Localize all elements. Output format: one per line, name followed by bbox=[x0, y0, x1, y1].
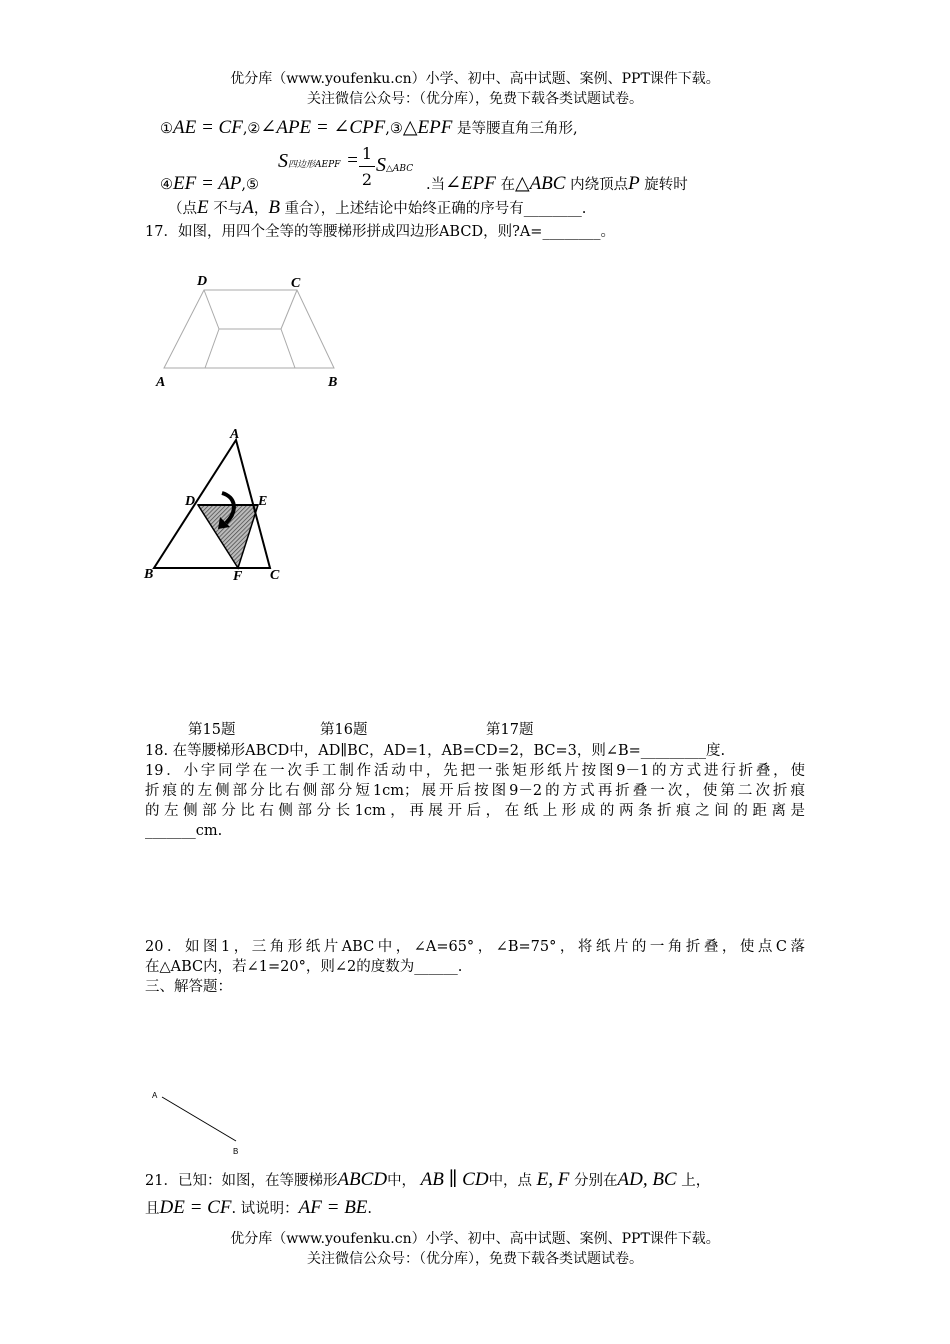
segment-label-a: A bbox=[152, 1091, 158, 1100]
q16-tail-3: 内绕顶点 bbox=[570, 177, 629, 193]
question-20-line-2: 在△ABC内，若∠1=20°，则∠2的度数为______. bbox=[145, 959, 463, 975]
question-17: 17．如图，用四个全等的等腰梯形拼成四边形ABCD，则?A=________。 bbox=[145, 224, 615, 240]
circled-2: ,② bbox=[242, 121, 261, 137]
fraction-numerator: 1 bbox=[361, 144, 373, 163]
caption-16: 第16题 bbox=[320, 722, 368, 738]
s2-formula bbox=[376, 154, 413, 177]
segment-ab bbox=[162, 1097, 236, 1141]
math-ad-bc: AD, BC bbox=[617, 1169, 677, 1190]
q21-h: . bbox=[367, 1201, 373, 1217]
q21-a: 21．已知：如图，在等腰梯形 bbox=[145, 1173, 338, 1189]
fraction-bar bbox=[359, 166, 375, 167]
figure-15 bbox=[140, 425, 290, 590]
question-19-line-1: 19．小宇同学在一次手工制作活动中，先把一张矩形纸片按图9－1的方式进行折叠，使 bbox=[145, 763, 805, 779]
math-abcd: ABCD bbox=[337, 1169, 388, 1190]
fig15-label-a: A bbox=[230, 427, 240, 442]
q16-tail-2: 在 bbox=[500, 177, 515, 193]
math-a: A bbox=[242, 197, 254, 218]
segment-label-b: B bbox=[233, 1147, 239, 1156]
circled-3: ,③ bbox=[385, 121, 403, 137]
question-20-line-1: 20．如图1，三角形纸片ABC中，∠A=65°，∠B=75°，将纸片的一角折叠，使点C落 bbox=[145, 939, 805, 955]
circled-4: ④ bbox=[160, 177, 173, 193]
q16-l3-d: 重合），上述结论中始终正确的序号有________. bbox=[284, 201, 587, 217]
q21-b: 中， bbox=[387, 1173, 417, 1189]
math-e-f: E, F bbox=[536, 1169, 570, 1190]
q21-g: . 试说明： bbox=[231, 1201, 299, 1217]
fig15-label-b: B bbox=[144, 567, 154, 582]
fig15-label-f: F bbox=[233, 569, 243, 584]
q16-line-1 bbox=[160, 118, 578, 139]
q16-l3-a: （点 bbox=[168, 201, 197, 217]
question-19-line-4: _______cm. bbox=[145, 823, 223, 839]
fig17-label-b: B bbox=[328, 375, 338, 390]
math-p: P bbox=[628, 173, 640, 194]
inner-right-top bbox=[281, 290, 297, 329]
q16-line-2a bbox=[160, 174, 259, 195]
area-formula bbox=[278, 150, 340, 173]
equals-sign: = bbox=[346, 150, 359, 171]
s-subscript: 四边形AEPF bbox=[288, 160, 341, 170]
footer-line-1: 优分库（www.youfenku.cn）小学、初中、高中试题、案例、PPT课件下载。 bbox=[230, 1231, 720, 1247]
s2-subscript: △ABC bbox=[386, 164, 414, 174]
shaded-triangle bbox=[198, 505, 258, 568]
inner-left-bottom bbox=[205, 329, 219, 368]
q21-f: 且 bbox=[145, 1201, 160, 1217]
fig15-label-e: E bbox=[258, 494, 268, 509]
fig17-label-c: C bbox=[291, 276, 301, 291]
question-21-line-2 bbox=[145, 1198, 372, 1219]
q16-tail-4: 旋转时 bbox=[644, 177, 688, 193]
question-19-line-2: 折痕的左侧部分比右侧部分短1cm；展开后按图9－2的方式再折叠一次，使第二次折痕 bbox=[145, 783, 805, 799]
math-de-cf: DE = CF bbox=[159, 1197, 232, 1218]
caption-15: 第15题 bbox=[188, 722, 236, 738]
math-af-be: AF = BE bbox=[298, 1197, 368, 1218]
figure-segment-ab bbox=[145, 1085, 255, 1160]
fig17-label-a: A bbox=[156, 375, 166, 390]
inner-right-bottom bbox=[281, 329, 295, 368]
question-18: 18. 在等腰梯形ABCD中，AD∥BC，AD=1，AB=CD=2，BC=3，则∠B=_________度. bbox=[145, 743, 726, 759]
footer-line-2: 关注微信公众号：（优分库），免费下载各类试题试卷。 bbox=[307, 1251, 643, 1267]
q16-line-2b bbox=[426, 174, 688, 195]
s-symbol: S bbox=[278, 150, 288, 172]
q16-line-3 bbox=[168, 198, 586, 219]
header-line-1: 优分库（www.youfenku.cn）小学、初中、高中试题、案例、PPT课件下载。 bbox=[230, 71, 720, 87]
q21-d: 分别在 bbox=[574, 1173, 618, 1189]
math-b: B bbox=[268, 197, 280, 218]
question-19-line-3: 的左侧部分比右侧部分长1cm，再展开后，在纸上形成的两条折痕之间的距离是 bbox=[145, 803, 805, 819]
math-ef-ap: EF = AP bbox=[173, 173, 242, 194]
q21-e: 上， bbox=[681, 1173, 711, 1189]
fig15-label-d: D bbox=[185, 494, 196, 509]
section-3-heading: 三、解答题： bbox=[145, 979, 232, 995]
q16-l3-b: 不与 bbox=[213, 201, 243, 217]
s2-symbol: S bbox=[376, 154, 386, 176]
fraction-denominator: 2 bbox=[361, 170, 373, 189]
fig17-label-d: D bbox=[197, 274, 208, 289]
math-e: E bbox=[197, 197, 209, 218]
circled-1: ① bbox=[160, 121, 173, 137]
caption-17: 第17题 bbox=[486, 722, 534, 738]
q16-l3-c: ， bbox=[253, 201, 269, 217]
inner-left-top bbox=[204, 290, 219, 329]
question-21-line-1 bbox=[145, 1170, 710, 1191]
q16-iso-text: 是等腰直角三角形, bbox=[456, 121, 578, 137]
circled-5: ,⑤ bbox=[241, 177, 260, 193]
math-ab-parallel-cd: AB ∥ CD bbox=[420, 1169, 489, 1190]
q16-tail-1: .当 bbox=[426, 177, 446, 193]
figure-17 bbox=[150, 265, 350, 395]
math-ae-cf: AE = CF bbox=[173, 117, 243, 138]
math-angle-epf: ∠EPF bbox=[445, 173, 496, 194]
q21-c: 中，点 bbox=[488, 1173, 533, 1189]
math-triangle-epf: △EPF bbox=[402, 117, 453, 138]
header-line-2: 关注微信公众号：（优分库），免费下载各类试题试卷。 bbox=[307, 91, 643, 107]
math-triangle-abc: △ABC bbox=[514, 173, 566, 194]
math-angle-eq: ∠APE = ∠CPF bbox=[260, 117, 386, 138]
fig15-label-c: C bbox=[270, 568, 280, 583]
